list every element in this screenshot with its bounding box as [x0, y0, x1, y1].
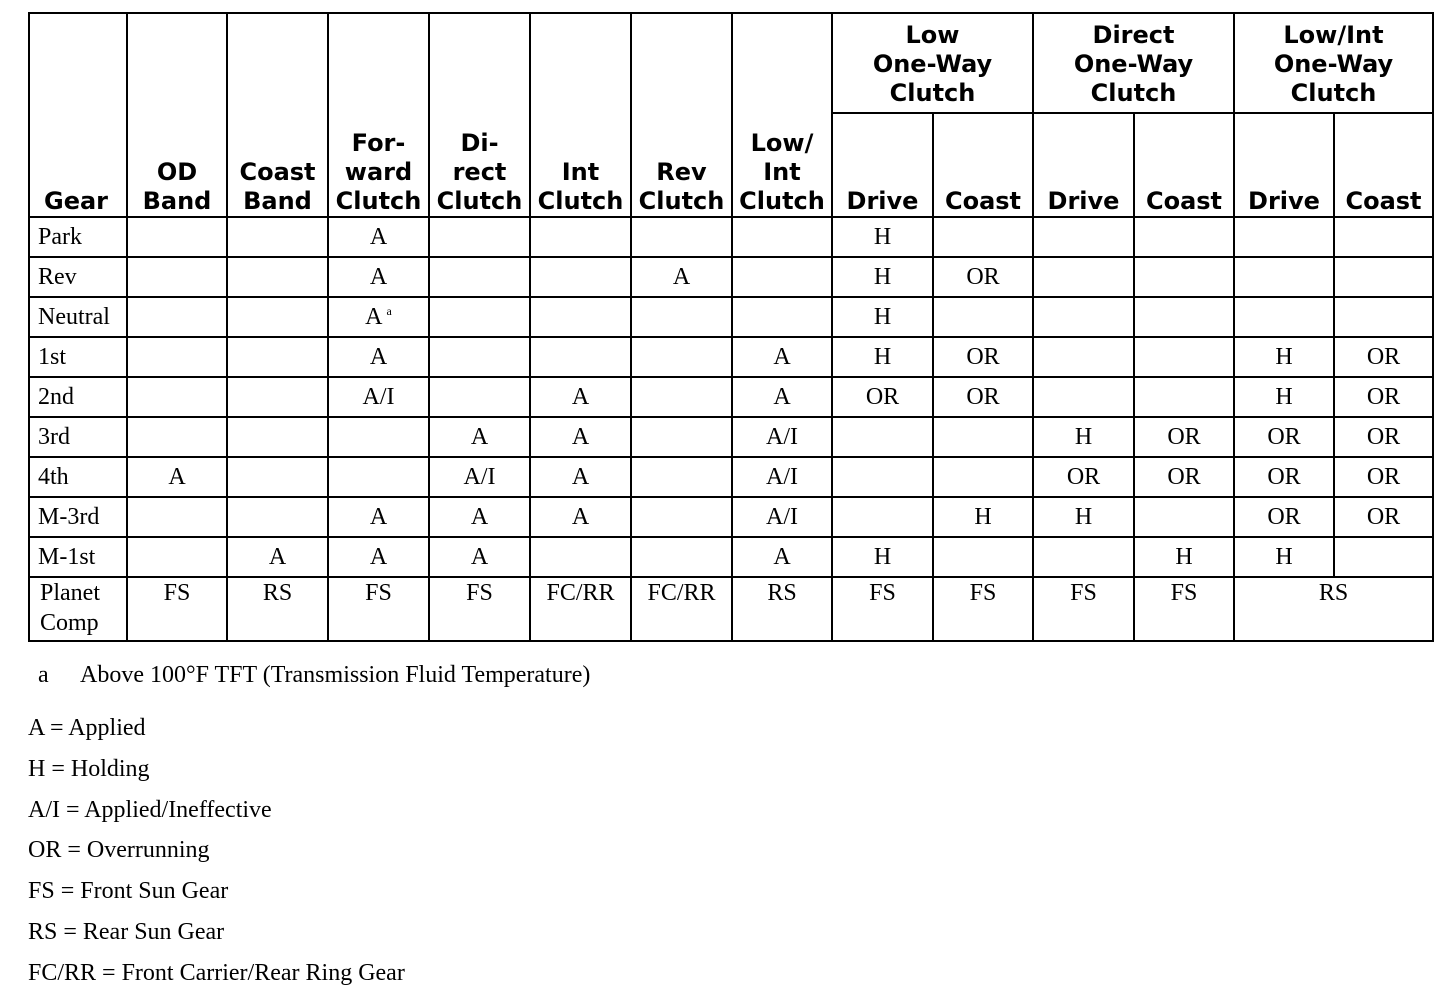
- header-forward-clutch: For- ward Clutch: [328, 13, 429, 217]
- table-cell: [429, 337, 530, 377]
- table-cell: OR: [1334, 417, 1433, 457]
- table-cell: OR: [1234, 497, 1334, 537]
- table-cell: H: [832, 257, 933, 297]
- table-cell: [227, 217, 328, 257]
- legend-item: H = Holding: [28, 755, 150, 782]
- table-cell: [1033, 217, 1134, 257]
- table-cell: OR: [1334, 497, 1433, 537]
- table-cell: A: [127, 457, 227, 497]
- table-cell: OR: [1334, 457, 1433, 497]
- table-body: [29, 217, 1433, 641]
- table-cell: A/I: [732, 457, 832, 497]
- table-cell: [328, 417, 429, 457]
- table-cell: [127, 297, 227, 337]
- footnote-marker: a: [386, 303, 392, 318]
- table-cell: [1234, 297, 1334, 337]
- table-cell: [227, 377, 328, 417]
- table-cell: [127, 217, 227, 257]
- table-cell: A: [530, 497, 631, 537]
- table-cell: A: [328, 217, 429, 257]
- table-cell: [227, 457, 328, 497]
- table-cell: [127, 497, 227, 537]
- table-cell: [732, 257, 832, 297]
- table-cell: A: [631, 257, 732, 297]
- table-cell: [429, 257, 530, 297]
- planet-cell: FC/RR: [631, 577, 732, 641]
- table-cell: OR: [1234, 457, 1334, 497]
- legend-item: OR = Overrunning: [28, 837, 210, 864]
- gear-cell: 3rd: [29, 417, 127, 457]
- table-cell: [1134, 257, 1234, 297]
- table-cell: [530, 537, 631, 577]
- table-row: [29, 457, 1433, 497]
- table-cell: H: [1234, 377, 1334, 417]
- table-cell: [227, 297, 328, 337]
- header-low-owc-coast: Coast: [933, 113, 1033, 217]
- header-direct-owc-drive: Drive: [1033, 113, 1134, 217]
- table-cell: A: [328, 257, 429, 297]
- header-low-int-one-way-clutch: Low/Int One-Way Clutch: [1234, 13, 1433, 113]
- table-cell: [1334, 217, 1433, 257]
- legend-item: A/I = Applied/Ineffective: [28, 796, 272, 823]
- table-cell: [933, 417, 1033, 457]
- gear-cell: 4th: [29, 457, 127, 497]
- legend: [28, 711, 405, 997]
- table-cell: [631, 457, 732, 497]
- table-cell: [832, 417, 933, 457]
- table-cell: [530, 297, 631, 337]
- table-cell: [1033, 537, 1134, 577]
- table-cell: A: [732, 337, 832, 377]
- gear-cell: Rev: [29, 257, 127, 297]
- table-cell: OR: [933, 257, 1033, 297]
- planet-cell: FS: [1134, 577, 1234, 641]
- table-cell: [429, 377, 530, 417]
- table-cell: [832, 497, 933, 537]
- planet-cell: FS: [127, 577, 227, 641]
- table-cell: A: [328, 337, 429, 377]
- planet-cell-merged: RS: [1234, 577, 1433, 641]
- table-cell: [328, 457, 429, 497]
- table-cell: A/I: [732, 497, 832, 537]
- table-cell: [227, 257, 328, 297]
- table-cell: OR: [1334, 377, 1433, 417]
- table-cell: [429, 217, 530, 257]
- table-cell: H: [1134, 537, 1234, 577]
- header-low-int-owc-drive: Drive: [1234, 113, 1334, 217]
- table-cell: [1134, 337, 1234, 377]
- table-cell: [1033, 297, 1134, 337]
- table-row: [29, 337, 1433, 377]
- table-cell: [227, 497, 328, 537]
- table-cell: OR: [832, 377, 933, 417]
- table-cell: A: [227, 537, 328, 577]
- planet-comp-row: [29, 577, 1433, 641]
- planet-cell: FS: [429, 577, 530, 641]
- table-cell: [1334, 297, 1433, 337]
- planet-cell: FS: [832, 577, 933, 641]
- planet-cell: RS: [732, 577, 832, 641]
- header-direct-owc-coast: Coast: [1134, 113, 1234, 217]
- table-cell: [530, 337, 631, 377]
- header-coast-band: Coast Band: [227, 13, 328, 217]
- table-cell: [1033, 337, 1134, 377]
- legend-item: A = Applied: [28, 715, 146, 741]
- table-row: [29, 497, 1433, 537]
- planet-cell: FS: [933, 577, 1033, 641]
- table-cell: H: [832, 297, 933, 337]
- table-cell: [127, 337, 227, 377]
- table-cell: [631, 497, 732, 537]
- table-cell: [127, 417, 227, 457]
- table-cell: [1334, 537, 1433, 577]
- gear-cell: Neutral: [29, 297, 127, 337]
- table-cell: H: [1234, 537, 1334, 577]
- table-cell: [732, 297, 832, 337]
- planet-cell: RS: [227, 577, 328, 641]
- table-cell: [631, 537, 732, 577]
- table-cell: A: [328, 537, 429, 577]
- table-row: [29, 417, 1433, 457]
- table-cell: [227, 417, 328, 457]
- header-rev-clutch: Rev Clutch: [631, 13, 732, 217]
- gear-cell: 2nd: [29, 377, 127, 417]
- table-cell: OR: [1134, 457, 1234, 497]
- table-cell: [530, 217, 631, 257]
- table-cell: A: [530, 377, 631, 417]
- table-cell: H: [933, 497, 1033, 537]
- table-cell: A: [429, 537, 530, 577]
- legend-item: FS = Front Sun Gear: [28, 878, 229, 905]
- table-row: [29, 257, 1433, 297]
- table-cell: OR: [1134, 417, 1234, 457]
- header-od-band: OD Band: [127, 13, 227, 217]
- table-cell: H: [1033, 417, 1134, 457]
- header-low-owc-drive: Drive: [832, 113, 933, 217]
- header-gear: Gear: [29, 13, 127, 217]
- table-cell: [1234, 217, 1334, 257]
- table-row: [29, 377, 1433, 417]
- footnote-text: Above 100°F TFT (Transmission Fluid Temperature): [80, 662, 591, 688]
- transmission-element-table: [28, 12, 1434, 642]
- table-cell: [127, 377, 227, 417]
- table-row: [29, 217, 1433, 257]
- table-cell: [933, 457, 1033, 497]
- table-cell: H: [832, 537, 933, 577]
- table-cell: [1134, 297, 1234, 337]
- table-cell: [429, 297, 530, 337]
- planet-cell: FS: [1033, 577, 1134, 641]
- table-cell: [631, 217, 732, 257]
- table-cell: [127, 537, 227, 577]
- header-direct-one-way-clutch: Direct One-Way Clutch: [1033, 13, 1234, 113]
- table-cell: [1334, 257, 1433, 297]
- table-row: [29, 537, 1433, 577]
- gear-cell: M-1st: [29, 537, 127, 577]
- legend-item: RS = Rear Sun Gear: [28, 918, 225, 945]
- header-low-int-clutch: Low/ Int Clutch: [732, 13, 832, 217]
- footnote-mark: a: [38, 662, 49, 688]
- table-cell: [933, 537, 1033, 577]
- table-cell: [933, 297, 1033, 337]
- table-cell: H: [1033, 497, 1134, 537]
- table-cell: [732, 217, 832, 257]
- table-cell: H: [832, 217, 933, 257]
- table-cell: H: [1234, 337, 1334, 377]
- table-cell: A: [732, 537, 832, 577]
- header-low-one-way-clutch: Low One-Way Clutch: [832, 13, 1033, 113]
- legend-item: FC/RR = Front Carrier/Rear Ring Gear: [28, 959, 405, 986]
- table-cell: A: [429, 417, 530, 457]
- table-cell: [933, 217, 1033, 257]
- header-low-int-owc-coast: Coast: [1334, 113, 1433, 217]
- table-cell: [1134, 377, 1234, 417]
- table-cell: [127, 257, 227, 297]
- table-cell: [530, 257, 631, 297]
- planet-cell: FS: [328, 577, 429, 641]
- table-cell: A $^a$: [328, 297, 429, 337]
- gear-cell: 1st: [29, 337, 127, 377]
- header-direct-clutch: Di- rect Clutch: [429, 13, 530, 217]
- table-cell: [227, 337, 328, 377]
- table-cell: A: [429, 497, 530, 537]
- header-int-clutch: Int Clutch: [530, 13, 631, 217]
- table-cell: A: [530, 457, 631, 497]
- planet-cell: FC/RR: [530, 577, 631, 641]
- table-cell: [631, 417, 732, 457]
- table-cell: A/I: [328, 377, 429, 417]
- table-cell: H: [832, 337, 933, 377]
- table-cell: [631, 297, 732, 337]
- table-cell: A: [328, 497, 429, 537]
- table-cell: [1033, 257, 1134, 297]
- table-cell: [1234, 257, 1334, 297]
- table-cell: OR: [1334, 337, 1433, 377]
- table-cell: A: [530, 417, 631, 457]
- table-cell: OR: [1033, 457, 1134, 497]
- table-cell: [631, 337, 732, 377]
- footnote: [38, 662, 590, 689]
- gear-cell: M-3rd: [29, 497, 127, 537]
- gear-cell: Planet Comp: [29, 577, 127, 641]
- table-cell: A/I: [429, 457, 530, 497]
- table-cell: OR: [933, 337, 1033, 377]
- table-cell: [832, 457, 933, 497]
- table-cell: OR: [1234, 417, 1334, 457]
- table-cell: [1033, 377, 1134, 417]
- table-cell: A: [732, 377, 832, 417]
- table-cell: A/I: [732, 417, 832, 457]
- table-cell: OR: [933, 377, 1033, 417]
- gear-cell: Park: [29, 217, 127, 257]
- table-cell: [1134, 497, 1234, 537]
- table-row: [29, 297, 1433, 337]
- table-cell: [1134, 217, 1234, 257]
- table-cell: [631, 377, 732, 417]
